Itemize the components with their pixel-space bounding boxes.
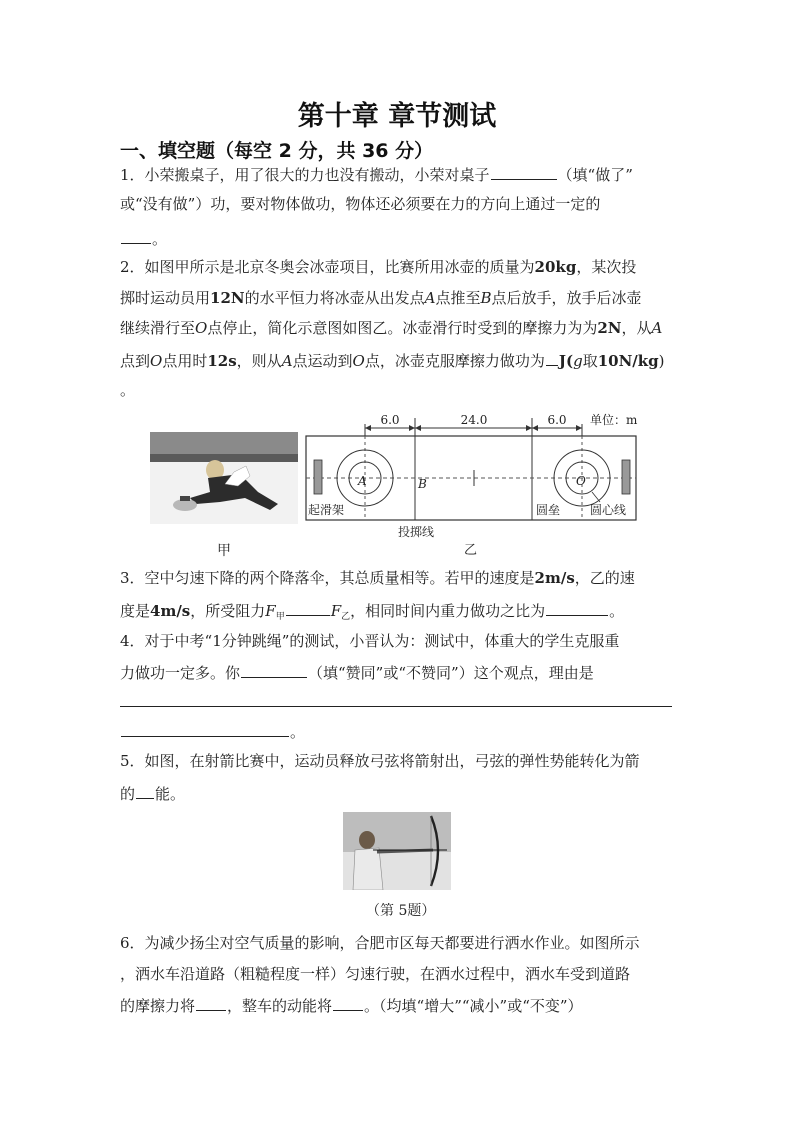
dimension-label: 6.0	[547, 413, 567, 427]
point-b-label: B	[418, 477, 427, 491]
question-1-line-2: 或“没有做”）功，要对物体做功，物体还必须要在力的方向上通过一定的	[120, 195, 601, 213]
answer-blank[interactable]	[136, 783, 154, 799]
archer-head	[359, 831, 375, 849]
answer-blank[interactable]	[121, 228, 151, 244]
start-rack	[314, 460, 322, 494]
figure-label-yi: 乙	[464, 543, 478, 558]
question-2-line-5: 。	[120, 381, 136, 399]
throw-line-label: 投掷线	[398, 525, 435, 539]
answer-line[interactable]	[120, 706, 672, 707]
question-2-line-2: 掷时运动员用12N的水平恒力将冰壶从出发点A点推至B点后放手，放手后冰壶	[120, 289, 642, 307]
question-6-line-1: 6．为减少扬尘对空气质量的影响，合肥市区每天都要进行洒水作业。如图所示	[120, 934, 640, 952]
point-a-label: A	[358, 474, 367, 488]
end-rack	[622, 460, 630, 494]
question-5-line-2: 的 能。	[120, 785, 186, 803]
question-2-line-4: 点到O点用时12s，则从A点运动到O点，冰壶克服摩擦力做功为 J(g取10N/kg)	[120, 352, 665, 370]
question-3-line-2: 度是4m/s，所受阻力$F_甲$ $F_乙$，相同时间内重力做功之比为 。	[120, 602, 625, 622]
question-6-line-2: ，洒水车沿道路（粗糙程度一样）匀速行驶，在洒水过程中，洒水车受到道路	[120, 965, 631, 983]
start-rack-label: 起滑架	[308, 503, 345, 517]
archer-body	[353, 848, 383, 890]
question-4-line-2: 力做功一定多。你 （填“赞同”或“不赞同”）这个观点，理由是	[120, 664, 594, 682]
answer-blank[interactable]	[286, 600, 330, 616]
figure-label-jia: 甲	[217, 543, 231, 559]
curling-photo	[150, 432, 298, 524]
point-o-label: O	[576, 474, 586, 488]
answer-blank[interactable]	[546, 350, 558, 366]
question-5-line-1: 5．如图，在射箭比赛中，运动员释放弓弦将箭射出，弓弦的弹性势能转化为箭	[120, 752, 640, 770]
archery-photo	[343, 812, 451, 890]
section-heading: 一、填空题（每空 2 分，共 36 分）	[120, 140, 434, 162]
answer-blank[interactable]	[121, 721, 289, 737]
figure-caption: （第 5题）	[366, 903, 436, 919]
question-1-line-1: 1．小荣搬桌子，用了很大的力也没有搬动，小荣对桌子 （填“做了”	[120, 166, 633, 184]
answer-blank[interactable]	[333, 995, 363, 1011]
question-4-line-4: 。	[120, 721, 305, 742]
dimension-label: 24.0	[460, 413, 488, 427]
house-label: 圆垒	[536, 503, 561, 517]
unit-label: 单位：m	[590, 413, 638, 427]
page-title: 第十章 章节测试	[297, 101, 497, 132]
question-4-line-1: 4．对于中考“1分钟跳绳”的测试，小晋认为：测试中，体重大的学生克服重	[120, 632, 620, 650]
answer-blank[interactable]	[241, 662, 307, 678]
dimension-label: 6.0	[380, 413, 400, 427]
answer-blank[interactable]	[491, 164, 557, 180]
question-2-line-1: 2．如图甲所示是北京冬奥会冰壶项目，比赛所用冰壶的质量为20kg，某次投	[120, 258, 637, 276]
center-line-label: 圆心线	[590, 503, 627, 517]
answer-blank[interactable]	[196, 995, 226, 1011]
curling-sheet-diagram	[300, 410, 660, 560]
question-6-line-3: 的摩擦力将 ，整车的动能将 。（均填“增大”“减小”或“不变”）	[120, 997, 583, 1015]
question-1-line-3: 。	[120, 228, 167, 249]
question-2-line-3: 继续滑行至O点停止，简化示意图如图乙。冰壶滑行时受到的摩擦力为为2N，从A	[120, 319, 663, 337]
question-3-line-1: 3．空中匀速下降的两个降落伞，其总质量相等。若甲的速度是2m/s，乙的速	[120, 569, 635, 587]
answer-blank[interactable]	[546, 600, 608, 616]
